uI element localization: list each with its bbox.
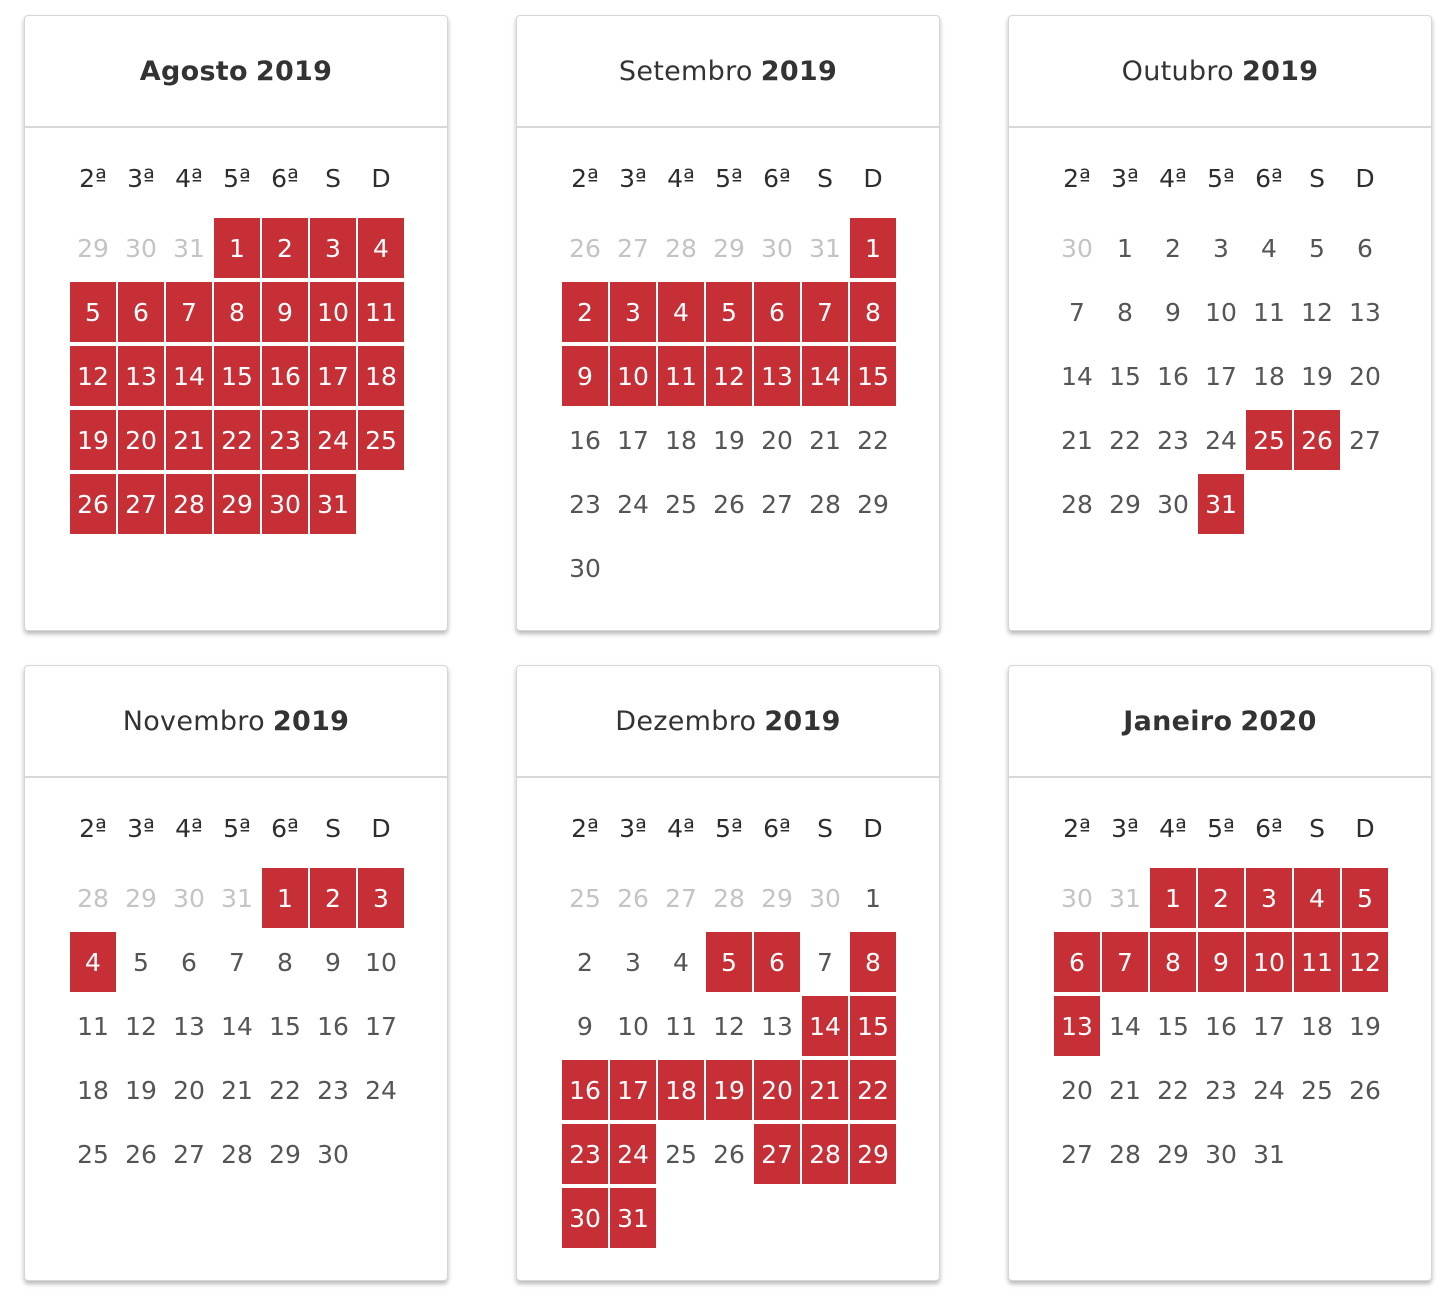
day-cell-selected[interactable]: 3 — [358, 868, 404, 928]
day-cell-selected[interactable]: 15 — [214, 346, 260, 406]
day-cell-selected[interactable]: 23 — [562, 1124, 608, 1184]
weekday-label: D — [371, 164, 391, 193]
weekday-header — [25, 164, 447, 198]
day-cell[interactable]: 11 — [1253, 297, 1285, 327]
day-cell-selected[interactable]: 31 — [310, 474, 356, 534]
day-cell[interactable]: 29 — [1109, 489, 1141, 519]
day-cell[interactable]: 26 — [125, 1139, 157, 1169]
day-cell[interactable]: 15 — [269, 1011, 301, 1041]
weekday-label: 2ª — [571, 164, 599, 193]
day-cell[interactable]: 6 — [1357, 233, 1373, 263]
day-cell-selected[interactable]: 17 — [610, 1060, 656, 1120]
day-cell-selected[interactable]: 4 — [658, 282, 704, 342]
day-cell[interactable]: 4 — [1261, 233, 1277, 263]
day-cell-selected[interactable]: 1 — [850, 218, 896, 278]
weekday-label: 4ª — [1159, 814, 1187, 843]
day-cell-selected[interactable]: 12 — [70, 346, 116, 406]
day-cell-selected[interactable]: 28 — [802, 1124, 848, 1184]
month-year: 2019 — [760, 55, 838, 87]
month-title — [517, 16, 939, 128]
month-calendar-janeiro — [1008, 665, 1432, 1281]
day-cell[interactable]: 24 — [1205, 425, 1237, 455]
day-cell[interactable]: 25 — [77, 1139, 109, 1169]
day-cell[interactable]: 16 — [1157, 361, 1189, 391]
day-cell-outside: 31 — [1109, 883, 1141, 913]
day-cell[interactable]: 23 — [317, 1075, 349, 1105]
day-cell[interactable]: 17 — [365, 1011, 397, 1041]
month-year: 2019 — [1241, 55, 1319, 87]
day-cell-selected[interactable]: 10 — [610, 346, 656, 406]
weekday-label: D — [1355, 814, 1375, 843]
day-cell-selected[interactable]: 15 — [850, 346, 896, 406]
day-cell-selected[interactable]: 1 — [214, 218, 260, 278]
day-cell[interactable]: 1 — [865, 883, 881, 913]
weekday-label: 3ª — [127, 164, 155, 193]
day-cell-selected[interactable]: 13 — [754, 346, 800, 406]
day-cell-outside: 28 — [665, 233, 697, 263]
day-cell-selected[interactable]: 20 — [754, 1060, 800, 1120]
day-cell[interactable]: 22 — [1157, 1075, 1189, 1105]
weekday-label: 6ª — [1255, 164, 1283, 193]
weekday-header — [517, 814, 939, 848]
day-cell[interactable]: 18 — [665, 425, 697, 455]
weekday-label: S — [817, 164, 833, 193]
month-calendar-agosto — [24, 15, 448, 631]
day-cell[interactable]: 17 — [1205, 361, 1237, 391]
day-cell-outside: 30 — [1061, 883, 1093, 913]
day-cell[interactable]: 11 — [665, 1011, 697, 1041]
day-cell[interactable]: 11 — [77, 1011, 109, 1041]
weekday-label: D — [371, 814, 391, 843]
weekday-label: 4ª — [175, 814, 203, 843]
day-cell-selected[interactable]: 14 — [802, 346, 848, 406]
day-cell[interactable]: 15 — [1109, 361, 1141, 391]
day-cell[interactable]: 4 — [673, 947, 689, 977]
month-name: Agosto — [139, 55, 248, 87]
day-cell-selected[interactable]: 4 — [1294, 868, 1340, 928]
weekday-label: 6ª — [1255, 814, 1283, 843]
day-cell[interactable]: 20 — [173, 1075, 205, 1105]
weekday-label: 5ª — [715, 814, 743, 843]
day-cell-outside: 27 — [617, 233, 649, 263]
day-cell-outside: 30 — [761, 233, 793, 263]
day-cell[interactable]: 21 — [1061, 425, 1093, 455]
day-cell-selected[interactable]: 16 — [262, 346, 308, 406]
month-title — [25, 16, 447, 128]
month-calendar-setembro — [516, 15, 940, 631]
day-cell-selected[interactable]: 11 — [1294, 932, 1340, 992]
day-cell-selected[interactable]: 31 — [1198, 474, 1244, 534]
day-cell-outside: 28 — [713, 883, 745, 913]
month-year: 2020 — [1240, 705, 1317, 737]
day-cell-outside: 30 — [1061, 233, 1093, 263]
month-title — [1009, 16, 1431, 128]
month-name: Outubro — [1121, 55, 1234, 87]
weekday-label: D — [863, 814, 883, 843]
day-cell-selected[interactable]: 29 — [214, 474, 260, 534]
day-cell-selected[interactable]: 2 — [262, 218, 308, 278]
day-cell-selected[interactable]: 1 — [1150, 868, 1196, 928]
day-cell-selected[interactable]: 2 — [1198, 868, 1244, 928]
day-cell[interactable]: 5 — [133, 947, 149, 977]
day-cell-outside: 27 — [665, 883, 697, 913]
day-cell[interactable]: 30 — [569, 553, 601, 583]
day-cell[interactable]: 24 — [617, 489, 649, 519]
day-cell-selected[interactable]: 26 — [70, 474, 116, 534]
day-cell-selected[interactable]: 11 — [658, 346, 704, 406]
day-cell[interactable]: 19 — [713, 425, 745, 455]
day-cell-selected[interactable]: 3 — [310, 218, 356, 278]
day-cell-selected[interactable]: 4 — [358, 218, 404, 278]
day-cell[interactable]: 5 — [1309, 233, 1325, 263]
day-cell[interactable]: 18 — [77, 1075, 109, 1105]
day-cell-selected[interactable]: 12 — [706, 346, 752, 406]
day-cell[interactable]: 22 — [857, 425, 889, 455]
day-cell-selected[interactable]: 24 — [310, 410, 356, 470]
weekday-label: 5ª — [223, 814, 251, 843]
day-cell-selected[interactable]: 27 — [118, 474, 164, 534]
day-cell-selected[interactable]: 28 — [166, 474, 212, 534]
day-cell[interactable]: 16 — [317, 1011, 349, 1041]
weekday-label: 3ª — [619, 814, 647, 843]
day-cell[interactable]: 18 — [1301, 1011, 1333, 1041]
day-cell[interactable]: 22 — [1109, 425, 1141, 455]
day-cell-selected[interactable]: 22 — [850, 1060, 896, 1120]
day-cell[interactable]: 14 — [221, 1011, 253, 1041]
day-cell[interactable]: 28 — [221, 1139, 253, 1169]
day-cell-outside: 30 — [809, 883, 841, 913]
day-cell-selected[interactable]: 14 — [802, 996, 848, 1056]
day-cell[interactable]: 14 — [1109, 1011, 1141, 1041]
day-cell[interactable]: 7 — [1069, 297, 1085, 327]
day-cell[interactable]: 20 — [761, 425, 793, 455]
day-cell[interactable]: 21 — [1109, 1075, 1141, 1105]
day-cell-selected[interactable]: 9 — [1198, 932, 1244, 992]
weekday-label: 6ª — [763, 164, 791, 193]
month-calendar-outubro — [1008, 15, 1432, 631]
day-cell[interactable]: 29 — [857, 489, 889, 519]
day-cell-outside: 26 — [617, 883, 649, 913]
day-cell[interactable]: 16 — [1205, 1011, 1237, 1041]
day-cell[interactable]: 27 — [761, 489, 793, 519]
day-cell[interactable]: 10 — [617, 1011, 649, 1041]
weekday-header — [1009, 164, 1431, 198]
day-cell-outside: 25 — [569, 883, 601, 913]
day-cell[interactable]: 27 — [1061, 1139, 1093, 1169]
day-cell[interactable]: 28 — [1109, 1139, 1141, 1169]
day-cell[interactable]: 20 — [1061, 1075, 1093, 1105]
weekday-label: 5ª — [715, 164, 743, 193]
day-cell-selected[interactable]: 8 — [850, 282, 896, 342]
day-cell[interactable]: 23 — [1205, 1075, 1237, 1105]
day-cell-selected[interactable]: 6 — [754, 282, 800, 342]
day-cell[interactable]: 27 — [1349, 425, 1381, 455]
day-cell[interactable]: 14 — [1061, 361, 1093, 391]
day-cell-selected[interactable]: 8 — [1150, 932, 1196, 992]
day-cell[interactable]: 13 — [173, 1011, 205, 1041]
day-cell-selected[interactable]: 7 — [802, 282, 848, 342]
day-cell[interactable]: 13 — [1349, 297, 1381, 327]
day-cell-selected[interactable]: 29 — [850, 1124, 896, 1184]
day-cell[interactable]: 19 — [1301, 361, 1333, 391]
weekday-header — [1009, 814, 1431, 848]
weekday-label: S — [325, 164, 341, 193]
weekday-label: 5ª — [223, 164, 251, 193]
month-calendar-dezembro — [516, 665, 940, 1281]
month-title — [25, 666, 447, 778]
day-cell-selected[interactable]: 19 — [70, 410, 116, 470]
day-cell-selected[interactable]: 30 — [562, 1188, 608, 1248]
day-cell-selected[interactable]: 7 — [166, 282, 212, 342]
month-title — [1009, 666, 1431, 778]
day-cell[interactable]: 19 — [1349, 1011, 1381, 1041]
day-cell-selected[interactable]: 23 — [262, 410, 308, 470]
day-cell[interactable]: 12 — [1301, 297, 1333, 327]
day-cell-selected[interactable]: 9 — [562, 346, 608, 406]
day-cell[interactable]: 22 — [269, 1075, 301, 1105]
day-cell[interactable]: 10 — [365, 947, 397, 977]
day-cell-selected[interactable]: 25 — [358, 410, 404, 470]
day-cell[interactable]: 9 — [325, 947, 341, 977]
weekday-label: D — [1355, 164, 1375, 193]
weekday-label: S — [817, 814, 833, 843]
day-cell-selected[interactable]: 24 — [610, 1124, 656, 1184]
weekday-label: 4ª — [667, 164, 695, 193]
day-cell[interactable]: 9 — [1165, 297, 1181, 327]
day-cell-outside: 30 — [173, 883, 205, 913]
weekday-label: 3ª — [1111, 164, 1139, 193]
day-cell[interactable]: 21 — [809, 425, 841, 455]
day-cell-outside: 30 — [125, 233, 157, 263]
weekday-label: 2ª — [1063, 814, 1091, 843]
day-cell[interactable]: 28 — [1061, 489, 1093, 519]
day-cell[interactable]: 18 — [1253, 361, 1285, 391]
weekday-header — [517, 164, 939, 198]
day-cell[interactable]: 7 — [817, 947, 833, 977]
day-cell-selected[interactable]: 5 — [1342, 868, 1388, 928]
day-cell-selected[interactable]: 10 — [1246, 932, 1292, 992]
weekday-label: 5ª — [1207, 814, 1235, 843]
day-cell[interactable]: 19 — [125, 1075, 157, 1105]
day-cell[interactable]: 12 — [125, 1011, 157, 1041]
day-cell-selected[interactable]: 20 — [118, 410, 164, 470]
day-cell[interactable]: 30 — [317, 1139, 349, 1169]
day-cell[interactable]: 12 — [713, 1011, 745, 1041]
weekday-label: 2ª — [1063, 164, 1091, 193]
day-cell-selected[interactable]: 14 — [166, 346, 212, 406]
day-cell[interactable]: 28 — [809, 489, 841, 519]
day-cell[interactable]: 27 — [173, 1139, 205, 1169]
day-cell-selected[interactable]: 16 — [562, 1060, 608, 1120]
day-cell-outside: 29 — [77, 233, 109, 263]
weekday-label: 2ª — [79, 164, 107, 193]
day-cell[interactable]: 21 — [221, 1075, 253, 1105]
weekday-label: 3ª — [127, 814, 155, 843]
weekday-label: S — [1309, 164, 1325, 193]
day-cell[interactable]: 25 — [665, 1139, 697, 1169]
weekday-label: 3ª — [1111, 814, 1139, 843]
day-cell-selected[interactable]: 4 — [70, 932, 116, 992]
day-cell[interactable]: 1 — [1117, 233, 1133, 263]
day-cell-selected[interactable]: 18 — [358, 346, 404, 406]
weekday-label: 6ª — [763, 814, 791, 843]
day-cell[interactable]: 23 — [569, 489, 601, 519]
day-cell-outside: 28 — [77, 883, 109, 913]
day-cell[interactable]: 23 — [1157, 425, 1189, 455]
day-cell[interactable]: 3 — [1213, 233, 1229, 263]
day-cell-selected[interactable]: 19 — [706, 1060, 752, 1120]
day-cell[interactable]: 9 — [577, 1011, 593, 1041]
day-cell[interactable]: 2 — [1165, 233, 1181, 263]
weekday-label: S — [325, 814, 341, 843]
day-cell-selected[interactable]: 3 — [1246, 868, 1292, 928]
day-cell-selected[interactable]: 2 — [310, 868, 356, 928]
day-cell-selected[interactable]: 31 — [610, 1188, 656, 1248]
day-cell[interactable]: 10 — [1205, 297, 1237, 327]
day-cell[interactable]: 20 — [1349, 361, 1381, 391]
day-cell-outside: 29 — [713, 233, 745, 263]
weekday-label: 4ª — [175, 164, 203, 193]
day-cell-selected[interactable]: 15 — [850, 996, 896, 1056]
day-cell-selected[interactable]: 9 — [262, 282, 308, 342]
day-cell-selected[interactable]: 7 — [1102, 932, 1148, 992]
day-cell-selected[interactable]: 12 — [1342, 932, 1388, 992]
day-cell-selected[interactable]: 21 — [802, 1060, 848, 1120]
day-cell-selected[interactable]: 6 — [1054, 932, 1100, 992]
month-year: 2019 — [272, 705, 350, 737]
day-cell[interactable]: 3 — [625, 947, 641, 977]
day-cell-selected[interactable]: 6 — [754, 932, 800, 992]
day-cell[interactable]: 24 — [365, 1075, 397, 1105]
day-cell-outside: 31 — [809, 233, 841, 263]
day-cell-outside: 31 — [173, 233, 205, 263]
day-cell[interactable]: 26 — [713, 489, 745, 519]
day-cell-selected[interactable]: 5 — [70, 282, 116, 342]
day-cell[interactable]: 29 — [1157, 1139, 1189, 1169]
weekday-label: 3ª — [619, 164, 647, 193]
month-name: Janeiro — [1123, 705, 1233, 737]
day-cell[interactable]: 26 — [713, 1139, 745, 1169]
month-calendar-novembro — [24, 665, 448, 1281]
weekday-label: 2ª — [79, 814, 107, 843]
day-cell-outside: 31 — [221, 883, 253, 913]
day-cell[interactable]: 16 — [569, 425, 601, 455]
day-cell-outside: 26 — [569, 233, 601, 263]
day-cell-selected[interactable]: 13 — [1054, 996, 1100, 1056]
day-cell[interactable]: 13 — [761, 1011, 793, 1041]
weekday-label: S — [1309, 814, 1325, 843]
day-cell-selected[interactable]: 8 — [214, 282, 260, 342]
day-cell[interactable]: 8 — [1117, 297, 1133, 327]
day-cell-selected[interactable]: 6 — [118, 282, 164, 342]
month-name: Setembro — [618, 55, 753, 87]
weekday-label: D — [863, 164, 883, 193]
day-cell[interactable]: 26 — [1349, 1075, 1381, 1105]
day-cell-selected[interactable]: 30 — [262, 474, 308, 534]
month-year: 2019 — [255, 55, 333, 87]
day-cell-selected[interactable]: 21 — [166, 410, 212, 470]
day-cell-selected[interactable]: 26 — [1294, 410, 1340, 470]
weekday-label: 6ª — [271, 164, 299, 193]
day-cell-selected[interactable]: 27 — [754, 1124, 800, 1184]
day-cell-selected[interactable]: 8 — [850, 932, 896, 992]
day-cell-selected[interactable]: 2 — [562, 282, 608, 342]
weekday-label: 5ª — [1207, 164, 1235, 193]
day-cell-selected[interactable]: 1 — [262, 868, 308, 928]
day-cell[interactable]: 15 — [1157, 1011, 1189, 1041]
day-cell-selected[interactable]: 11 — [358, 282, 404, 342]
day-cell[interactable]: 6 — [181, 947, 197, 977]
weekday-label: 6ª — [271, 814, 299, 843]
day-cell-selected[interactable]: 17 — [310, 346, 356, 406]
day-cell[interactable]: 31 — [1253, 1139, 1285, 1169]
day-cell-outside: 29 — [761, 883, 793, 913]
day-cell[interactable]: 30 — [1205, 1139, 1237, 1169]
day-cell[interactable]: 17 — [1253, 1011, 1285, 1041]
day-cell-selected[interactable]: 22 — [214, 410, 260, 470]
day-cell[interactable]: 30 — [1157, 489, 1189, 519]
day-cell[interactable]: 29 — [269, 1139, 301, 1169]
day-cell[interactable]: 8 — [277, 947, 293, 977]
day-cell[interactable]: 2 — [577, 947, 593, 977]
day-cell[interactable]: 7 — [229, 947, 245, 977]
weekday-label: 4ª — [667, 814, 695, 843]
day-cell-selected[interactable]: 25 — [1246, 410, 1292, 470]
day-cell-selected[interactable]: 10 — [310, 282, 356, 342]
day-cell-selected[interactable]: 3 — [610, 282, 656, 342]
weekday-label: 4ª — [1159, 164, 1187, 193]
day-cell-selected[interactable]: 5 — [706, 282, 752, 342]
month-title — [517, 666, 939, 778]
weekday-label: 2ª — [571, 814, 599, 843]
month-name: Dezembro — [615, 705, 757, 737]
day-cell[interactable]: 17 — [617, 425, 649, 455]
day-cell[interactable]: 24 — [1253, 1075, 1285, 1105]
day-cell-selected[interactable]: 13 — [118, 346, 164, 406]
day-cell-outside: 29 — [125, 883, 157, 913]
day-cell-selected[interactable]: 5 — [706, 932, 752, 992]
weekday-header — [25, 814, 447, 848]
day-cell-selected[interactable]: 18 — [658, 1060, 704, 1120]
month-year: 2019 — [764, 705, 841, 737]
month-name: Novembro — [122, 705, 265, 737]
day-cell[interactable]: 25 — [1301, 1075, 1333, 1105]
day-cell[interactable]: 25 — [665, 489, 697, 519]
